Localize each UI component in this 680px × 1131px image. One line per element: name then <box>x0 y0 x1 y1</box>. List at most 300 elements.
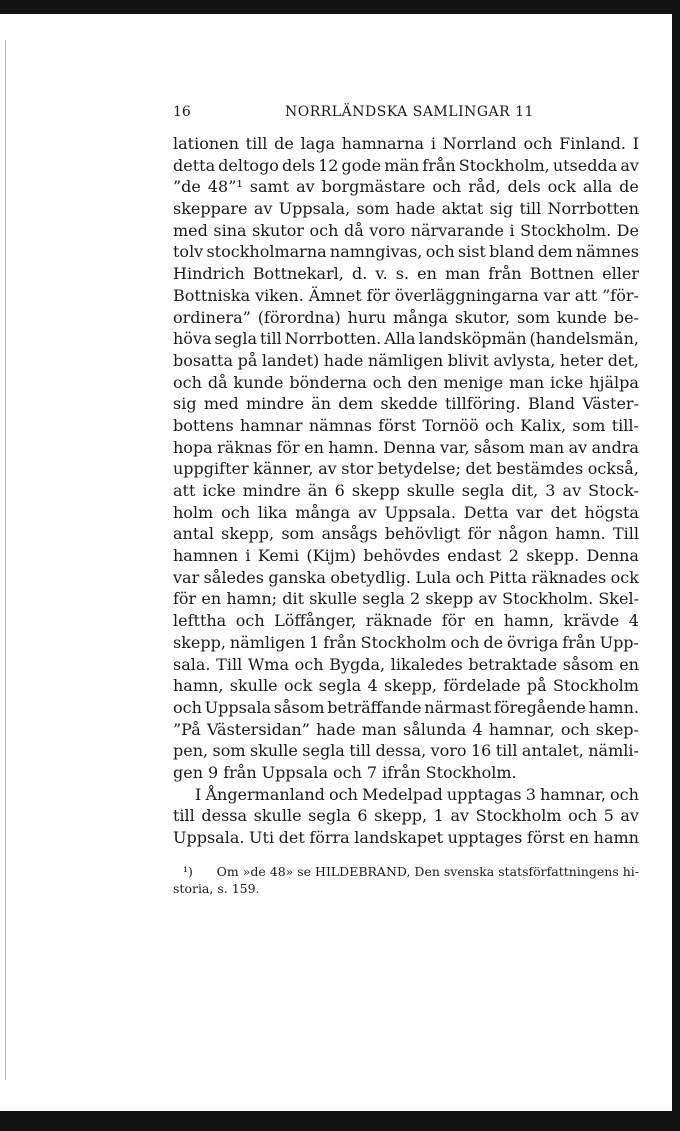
word: av <box>318 459 337 479</box>
text-line <box>173 220 639 242</box>
word: till <box>173 806 195 826</box>
word: d. <box>351 264 368 284</box>
word: Medelpad <box>362 784 443 804</box>
word: en <box>304 437 324 457</box>
word: då <box>207 372 228 392</box>
word: var <box>516 502 543 522</box>
word: namngivas, <box>329 242 423 262</box>
text-line <box>173 198 639 220</box>
word: och <box>450 632 480 652</box>
word: Norrland <box>442 134 517 153</box>
word: skepp, <box>221 524 275 544</box>
word: man <box>509 372 545 392</box>
word: för <box>173 589 197 609</box>
word: och <box>425 242 455 262</box>
word: voro <box>430 741 467 761</box>
word: Detta <box>463 502 509 522</box>
word: Stockholm <box>553 676 639 696</box>
word: hade <box>323 350 364 370</box>
word: segla <box>214 329 258 349</box>
word: holm <box>173 502 214 522</box>
word: voro <box>369 220 406 240</box>
word: segla <box>318 676 362 696</box>
text-line <box>173 437 639 459</box>
word: 2 <box>410 589 421 609</box>
word: Stockholm. <box>520 220 612 240</box>
word: sist <box>457 242 486 262</box>
word: Stockholm. <box>425 762 517 782</box>
word: lefttha <box>173 611 227 631</box>
running-head: NORRLÄNDSKA SAMLINGAR 11 <box>285 104 534 120</box>
word: av <box>620 806 639 826</box>
word: antal <box>173 524 214 544</box>
text-line <box>173 133 639 155</box>
word: närvarande <box>410 220 504 240</box>
word: Finland. <box>559 134 626 153</box>
text-line <box>173 523 639 545</box>
word: Uppsala. <box>384 502 456 522</box>
word: 3 <box>545 481 556 500</box>
word: räknas <box>217 437 273 457</box>
word: en <box>417 264 437 284</box>
word: lationen <box>173 134 239 153</box>
word: skepp. <box>526 546 580 566</box>
text-line <box>173 155 639 177</box>
word: som <box>572 415 606 435</box>
word: och <box>568 806 598 826</box>
word: Kemi <box>257 546 300 566</box>
word: ”de <box>173 177 201 197</box>
word: Stockholm <box>475 806 562 826</box>
word: dels <box>507 177 541 197</box>
word: med <box>173 220 208 240</box>
word: den <box>407 372 438 392</box>
word: endast <box>447 546 502 566</box>
word: (förordna) <box>257 307 341 327</box>
word: av <box>620 155 639 175</box>
word: man <box>361 719 397 739</box>
word: övriga <box>507 632 559 652</box>
word: 16 <box>470 741 492 761</box>
word: bosatta <box>173 350 234 370</box>
word: Norrbotten. <box>284 329 382 349</box>
text-line <box>173 176 639 198</box>
word: hamnen <box>173 546 239 566</box>
word: pen, <box>173 741 209 761</box>
footnote-text-2: storia, s. 159. <box>173 881 260 896</box>
scan-edge-right <box>672 0 680 1131</box>
word: landskapet <box>354 828 444 847</box>
word: hamn. <box>555 524 606 544</box>
text-line <box>173 567 639 589</box>
word: och <box>173 372 202 392</box>
word: 6 <box>357 806 368 826</box>
word: fördelade <box>443 676 521 696</box>
word: till <box>519 199 542 219</box>
word: sig <box>173 394 197 414</box>
word: av <box>296 177 315 197</box>
word: skulle <box>249 741 298 761</box>
word: viken. <box>255 285 304 305</box>
word: de <box>483 632 504 652</box>
word: och <box>610 784 639 804</box>
word: uppgifter <box>173 459 249 479</box>
word: Ångermanland <box>205 784 325 804</box>
word: ifrån <box>382 762 421 782</box>
word: behövligt <box>384 524 461 544</box>
word: utsedda <box>552 155 618 175</box>
word: De <box>616 220 639 240</box>
word: en <box>201 589 222 609</box>
word: Hindrich <box>173 264 245 284</box>
word: och <box>333 762 362 782</box>
word: hamnar, <box>488 719 555 739</box>
word: betydelse; <box>377 459 461 479</box>
word: skulle <box>406 481 455 500</box>
word: samt <box>249 177 290 197</box>
word: till <box>245 134 268 153</box>
word: från <box>562 632 596 652</box>
word: bottens <box>173 415 234 435</box>
text-line <box>173 372 639 394</box>
word: betraktade <box>468 654 558 674</box>
word: nämligen <box>367 350 444 370</box>
word: antalet, <box>521 741 584 761</box>
word: hamn; <box>226 589 278 609</box>
word: än <box>311 394 332 414</box>
word: bönderna <box>289 372 367 392</box>
word: av <box>478 589 497 609</box>
word: till <box>349 741 372 761</box>
word: Löffånger, <box>274 611 357 631</box>
word: ganska <box>268 567 326 587</box>
word: aktat <box>441 199 484 219</box>
word: mindre <box>242 481 301 500</box>
word: Denna <box>383 437 436 457</box>
word: laga <box>300 134 336 153</box>
word: icke <box>550 372 584 392</box>
word: och <box>485 415 514 435</box>
word: Alla <box>384 329 416 349</box>
word: var <box>543 285 570 305</box>
footnote-marker: ¹) <box>183 864 193 879</box>
word: man <box>445 264 481 284</box>
text-line <box>173 805 639 827</box>
word: kunde <box>556 307 607 327</box>
word: gen <box>173 762 204 782</box>
word: upptages <box>447 828 523 847</box>
scan-edge-top <box>0 0 680 14</box>
word: heter <box>559 350 604 370</box>
word: skep- <box>595 719 639 739</box>
word: det, <box>607 350 639 370</box>
word: det <box>278 828 305 847</box>
word: för <box>276 437 300 457</box>
text-line <box>173 632 639 654</box>
word: dit, <box>511 481 539 500</box>
word: nämligen <box>229 632 306 652</box>
word: och <box>329 784 358 804</box>
word: s. <box>395 264 410 284</box>
word: närmast <box>424 697 492 717</box>
word: med <box>203 394 239 414</box>
word: 1 <box>433 806 444 826</box>
word: Till <box>216 654 243 674</box>
word: dem <box>537 242 573 262</box>
word: och <box>235 611 265 631</box>
word: räknades <box>531 567 607 587</box>
word: Till <box>612 524 639 544</box>
word: skepp, <box>384 676 437 696</box>
word: Stockholm, <box>458 155 550 175</box>
word: dessa, <box>375 741 427 761</box>
word: räknade <box>365 611 433 631</box>
word: på <box>237 350 258 370</box>
word: tolv <box>173 242 204 262</box>
word: mindre <box>245 394 304 414</box>
word: Stock- <box>588 481 639 500</box>
word: nämli- <box>588 741 639 761</box>
word: 9 <box>208 762 219 782</box>
word: från <box>488 264 522 284</box>
word: Uppsala <box>204 697 272 717</box>
text-line <box>173 393 639 415</box>
word: av <box>253 199 273 219</box>
word: såsom <box>474 437 525 457</box>
text-line <box>173 610 639 632</box>
word: många <box>295 502 351 522</box>
word: tillföring. <box>444 394 521 414</box>
word: ”för- <box>602 285 639 305</box>
word: i <box>245 546 251 566</box>
word: I <box>195 784 202 804</box>
word: ”På <box>173 719 201 739</box>
word: Stockholm <box>360 632 447 652</box>
word: v. <box>375 264 388 284</box>
word: likaledes <box>390 654 463 674</box>
word: hade <box>395 199 436 219</box>
word: sina <box>213 220 247 240</box>
word: dels <box>282 155 316 175</box>
word: Wma <box>247 654 289 674</box>
word: dem <box>338 394 374 414</box>
word: 4 <box>367 676 378 696</box>
word: 2 <box>508 546 519 566</box>
word: och <box>372 372 402 392</box>
word: skutor <box>252 220 305 240</box>
footnote-line-1 <box>173 863 639 880</box>
word: skepp <box>351 481 400 500</box>
word: be- <box>613 307 639 327</box>
word: behövdes <box>363 546 440 566</box>
word: landsköpmän <box>418 329 527 349</box>
text-line <box>173 588 639 610</box>
word: många <box>393 307 448 327</box>
word: av <box>450 806 470 826</box>
word: för <box>366 285 390 305</box>
word: från <box>422 155 456 175</box>
word: av <box>568 437 588 457</box>
word: 4 <box>628 611 639 631</box>
text-line <box>173 502 639 524</box>
word: Tornöö <box>422 415 479 435</box>
word: på <box>526 676 547 696</box>
word: en <box>474 611 495 631</box>
word: skulle <box>229 676 278 696</box>
word: och <box>309 220 339 240</box>
word: Uppsala. <box>173 828 245 847</box>
word: män <box>384 155 420 175</box>
word: hade <box>316 719 356 739</box>
word: skutor, <box>454 307 511 327</box>
body-text <box>173 133 639 849</box>
word: än <box>307 481 328 500</box>
text-line <box>173 241 639 263</box>
word: ansågs <box>321 524 378 544</box>
text-line <box>173 458 639 480</box>
word: sig <box>489 199 514 219</box>
text-line <box>173 697 639 719</box>
word: alla <box>582 177 613 197</box>
word: segla <box>308 806 351 826</box>
word: beträffande <box>327 697 422 717</box>
footnote-text-1: Om »de 48» se HILDEBRAND, Den svenska statsförfattningens hi- <box>216 864 639 879</box>
word: skulle <box>309 589 358 609</box>
word: Väster- <box>582 394 639 414</box>
word: stockholmarna <box>206 242 327 262</box>
page-header <box>173 104 639 124</box>
word: Skel- <box>598 589 639 609</box>
word: andra <box>591 437 639 457</box>
word: I <box>632 134 639 153</box>
word: nämnes <box>575 242 639 262</box>
word: det <box>550 502 577 522</box>
word: skepp, <box>173 632 226 652</box>
word: då <box>343 220 364 240</box>
word: till <box>495 741 518 761</box>
word: detta <box>173 155 216 175</box>
text-line <box>173 719 639 741</box>
word: var <box>173 567 200 587</box>
word: överläggningarna <box>394 285 539 305</box>
text-line <box>173 740 639 762</box>
word: hamn. <box>328 437 379 457</box>
word: Bottniska <box>173 285 251 305</box>
word: hamnarna <box>341 134 425 153</box>
word: för <box>467 524 491 544</box>
word: Bygda, <box>329 654 386 674</box>
word: och <box>173 697 202 717</box>
word: en <box>569 828 590 847</box>
word: ock <box>283 676 313 696</box>
word: av <box>357 502 377 522</box>
page-number: 16 <box>173 104 191 120</box>
word: segla <box>362 589 405 609</box>
word: och <box>432 177 462 197</box>
scan-edge-left <box>5 40 6 1080</box>
word: Uppsala <box>261 762 328 782</box>
word: höva <box>173 329 212 349</box>
word: de <box>274 134 294 153</box>
word: icke <box>202 481 236 500</box>
word: som <box>212 741 246 761</box>
scan-edge-bottom <box>0 1111 680 1131</box>
word: Denna <box>586 546 639 566</box>
word: råd, <box>468 177 501 197</box>
word: och <box>221 502 251 522</box>
footnote-line-2 <box>173 880 639 897</box>
word: (handelsmän, <box>529 329 639 349</box>
word: som <box>281 524 315 544</box>
word: skulle <box>253 806 302 826</box>
word: såsom <box>562 654 614 674</box>
word: man <box>529 437 565 457</box>
word: Pitta <box>488 567 528 587</box>
word: 3 <box>525 784 536 804</box>
word: förra <box>309 828 350 847</box>
word: ock <box>547 177 576 197</box>
word: en <box>619 654 639 674</box>
word: Uti <box>249 828 275 847</box>
text-line <box>173 762 639 784</box>
word: (Kijm) <box>306 546 357 566</box>
word: segla <box>461 481 505 500</box>
word: skepp, <box>374 806 428 826</box>
word: det <box>465 459 492 479</box>
word: som <box>356 199 390 219</box>
word: var, <box>440 437 470 457</box>
word: av <box>562 481 582 500</box>
word: huru <box>347 307 387 327</box>
word: att <box>574 285 598 305</box>
word: ordinera” <box>173 307 251 327</box>
word: eller <box>602 264 639 284</box>
word: Kalix, <box>520 415 567 435</box>
word: sala. <box>173 654 211 674</box>
word: hamn, <box>503 611 555 631</box>
word: föregående <box>493 697 586 717</box>
word: Bottnen <box>529 264 595 284</box>
word: hamnar <box>240 415 303 435</box>
text-line <box>173 480 639 502</box>
word: Upp- <box>599 632 639 652</box>
word: känner, <box>253 459 314 479</box>
text-line <box>173 415 639 437</box>
word: således <box>203 567 264 587</box>
text-line <box>173 784 639 806</box>
word: skepp <box>425 589 474 609</box>
word: Bland <box>527 394 575 414</box>
word: 1 <box>309 632 320 652</box>
word: skeppare <box>173 199 248 219</box>
word: såsom <box>273 697 325 717</box>
word: hamn <box>593 828 639 847</box>
text-line <box>173 350 639 372</box>
word: segla <box>302 741 345 761</box>
word: hopa <box>173 437 213 457</box>
word: gode <box>341 155 382 175</box>
word: menige <box>443 372 504 392</box>
word: Stockholm. <box>502 589 594 609</box>
word: bland <box>489 242 535 262</box>
word: 4 <box>472 719 483 739</box>
word: från <box>323 632 357 652</box>
word: lika <box>257 502 288 522</box>
word: blivit <box>447 350 489 370</box>
word: högsta <box>584 502 639 522</box>
word: sålunda <box>403 719 467 739</box>
text-line <box>173 545 639 567</box>
